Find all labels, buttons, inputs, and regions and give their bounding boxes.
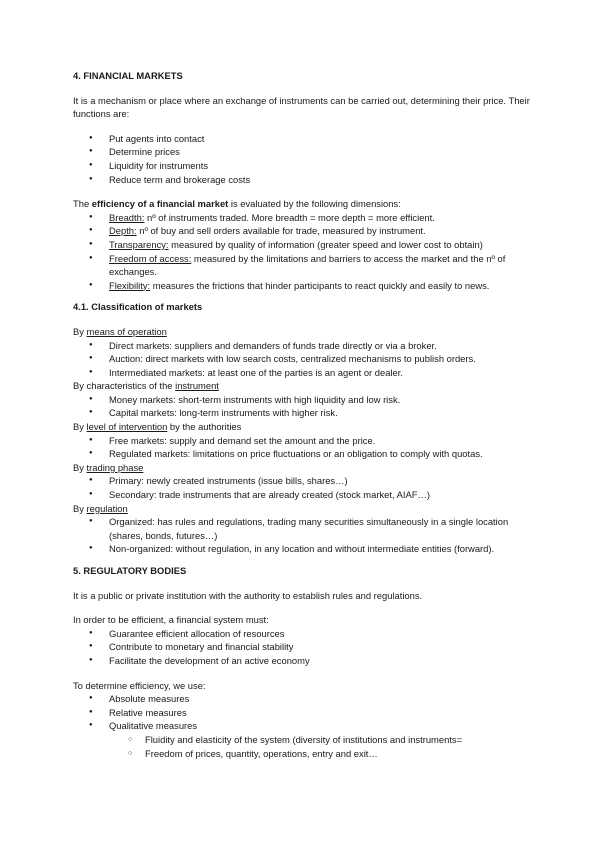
efficient-must-intro: In order to be efficient, a financial system must: — [73, 614, 269, 626]
group-list — [73, 339, 543, 380]
dimensions-list — [73, 211, 543, 293]
dimension-term: Freedom of access: — [109, 252, 192, 264]
list-item: ● Regulated markets: limitations on price fluctuations or an obligation to comply with quotas. — [73, 447, 543, 461]
efficiency-bold: efficiency of a financial market — [91, 198, 229, 210]
list-item: ● Relative measures — [73, 706, 543, 720]
document-page — [73, 69, 543, 760]
list-item — [73, 238, 543, 252]
dimension-text: nº of instruments traded. More breadth = more depth = more efficient. — [144, 211, 435, 223]
dimension-text: measured by quality of information (greater speed and lower cost to obtain) — [168, 238, 483, 250]
sub-list-item: ○ Fluidity and elasticity of the system (diversity of institutions and instruments= — [73, 733, 543, 747]
group-key: instrument — [175, 380, 219, 392]
group-heading — [73, 379, 543, 393]
list-item: ● Absolute measures — [73, 692, 543, 706]
list-item: ● Money markets: short-term instruments with high liquidity and low risk. — [73, 393, 543, 407]
group-heading — [73, 420, 543, 434]
group-key: trading phase — [86, 461, 144, 473]
group-list — [73, 515, 543, 556]
list-item — [73, 224, 543, 238]
list-item: ● Primary: newly created instruments (issue bills, shares…) — [73, 474, 543, 488]
efficiency-pre: The — [73, 198, 92, 210]
list-item — [73, 279, 543, 293]
list-item: ● Direct markets: suppliers and demanders of funds trade directly or via a broker. — [73, 339, 543, 353]
section-5-title: 5. REGULATORY BODIES — [73, 565, 187, 576]
efficiency-post: is evaluated by the following dimensions: — [228, 198, 401, 210]
section-4-title: 4. FINANCIAL MARKETS — [73, 70, 183, 81]
dimension-term: Transparency: — [109, 238, 169, 250]
list-item: ● Determine prices — [73, 145, 543, 159]
list-item: ● Guarantee efficient allocation of resources — [73, 627, 543, 641]
group-pre: By — [73, 325, 87, 337]
group-key: means of operation — [86, 325, 167, 337]
efficiency-intro — [73, 197, 543, 211]
group-list — [73, 474, 543, 501]
list-item: ● Free markets: supply and demand set the amount and the price. — [73, 434, 543, 448]
list-item: ● Liquidity for instruments — [73, 159, 543, 173]
group-list — [73, 434, 543, 461]
group-pre: By — [73, 461, 87, 473]
group-heading — [73, 502, 543, 516]
list-item: ● Non-organized: without regulation, in any location and without intermediate entities (forward). — [73, 542, 543, 556]
section-41-title: 4.1. Classification of markets — [73, 301, 203, 313]
list-item: ● Qualitative measures — [73, 719, 543, 733]
functions-list — [73, 132, 543, 186]
list-item: ● Organized: has rules and regulations, trading many securities simultaneously in a single location (shares, bonds, futures…) — [73, 515, 543, 542]
list-item: ● Auction: direct markets with low search costs, centralized mechanisms to publish orders. — [73, 352, 543, 366]
dimension-text: nº of buy and sell orders available for trade, measured by instrument. — [136, 225, 426, 237]
group-pre: By characteristics of the — [73, 380, 176, 392]
section-5-intro: It is a public or private institution with the authority to establish rules and regulations. — [73, 589, 423, 601]
list-item: ● Reduce term and brokerage costs — [73, 173, 543, 187]
dimension-text: measured by the limitations and barriers to access the market and the nº of exchanges. — [109, 252, 506, 278]
determine-intro: To determine efficiency, we use: — [73, 679, 206, 691]
dimension-term: Breadth: — [109, 211, 145, 223]
group-key: regulation — [86, 502, 128, 514]
list-item: ● Put agents into contact — [73, 132, 543, 146]
list-item: ● Facilitate the development of an active economy — [73, 654, 543, 668]
group-heading — [73, 461, 543, 475]
dimension-text: measures the frictions that hinder participants to react quickly and easily to news. — [150, 279, 490, 291]
group-heading — [73, 325, 543, 339]
list-item: ● Secondary: trade instruments that are already created (stock market, AIAF…) — [73, 488, 543, 502]
group-pre: By — [73, 502, 87, 514]
list-item: ● Capital markets: long-term instruments with higher risk. — [73, 406, 543, 420]
group-pre: By — [73, 421, 87, 433]
list-item — [73, 211, 543, 225]
measures-list — [73, 692, 543, 760]
list-item: ● Intermediated markets: at least one of the parties is an agent or dealer. — [73, 366, 543, 380]
list-item: ● Contribute to monetary and financial stability — [73, 640, 543, 654]
group-key: level of intervention — [86, 421, 168, 433]
must-list — [73, 627, 543, 668]
group-post: by the authorities — [167, 421, 242, 433]
list-item — [73, 252, 543, 279]
dimension-term: Flexibility: — [109, 279, 151, 291]
dimension-term: Depth: — [109, 225, 137, 237]
section-4-intro: It is a mechanism or place where an exchange of instruments can be carried out, determining their price. Their functions are: — [73, 94, 530, 120]
group-list — [73, 393, 543, 420]
sub-list-item: ○ Freedom of prices, quantity, operations, entry and exit… — [73, 747, 543, 761]
